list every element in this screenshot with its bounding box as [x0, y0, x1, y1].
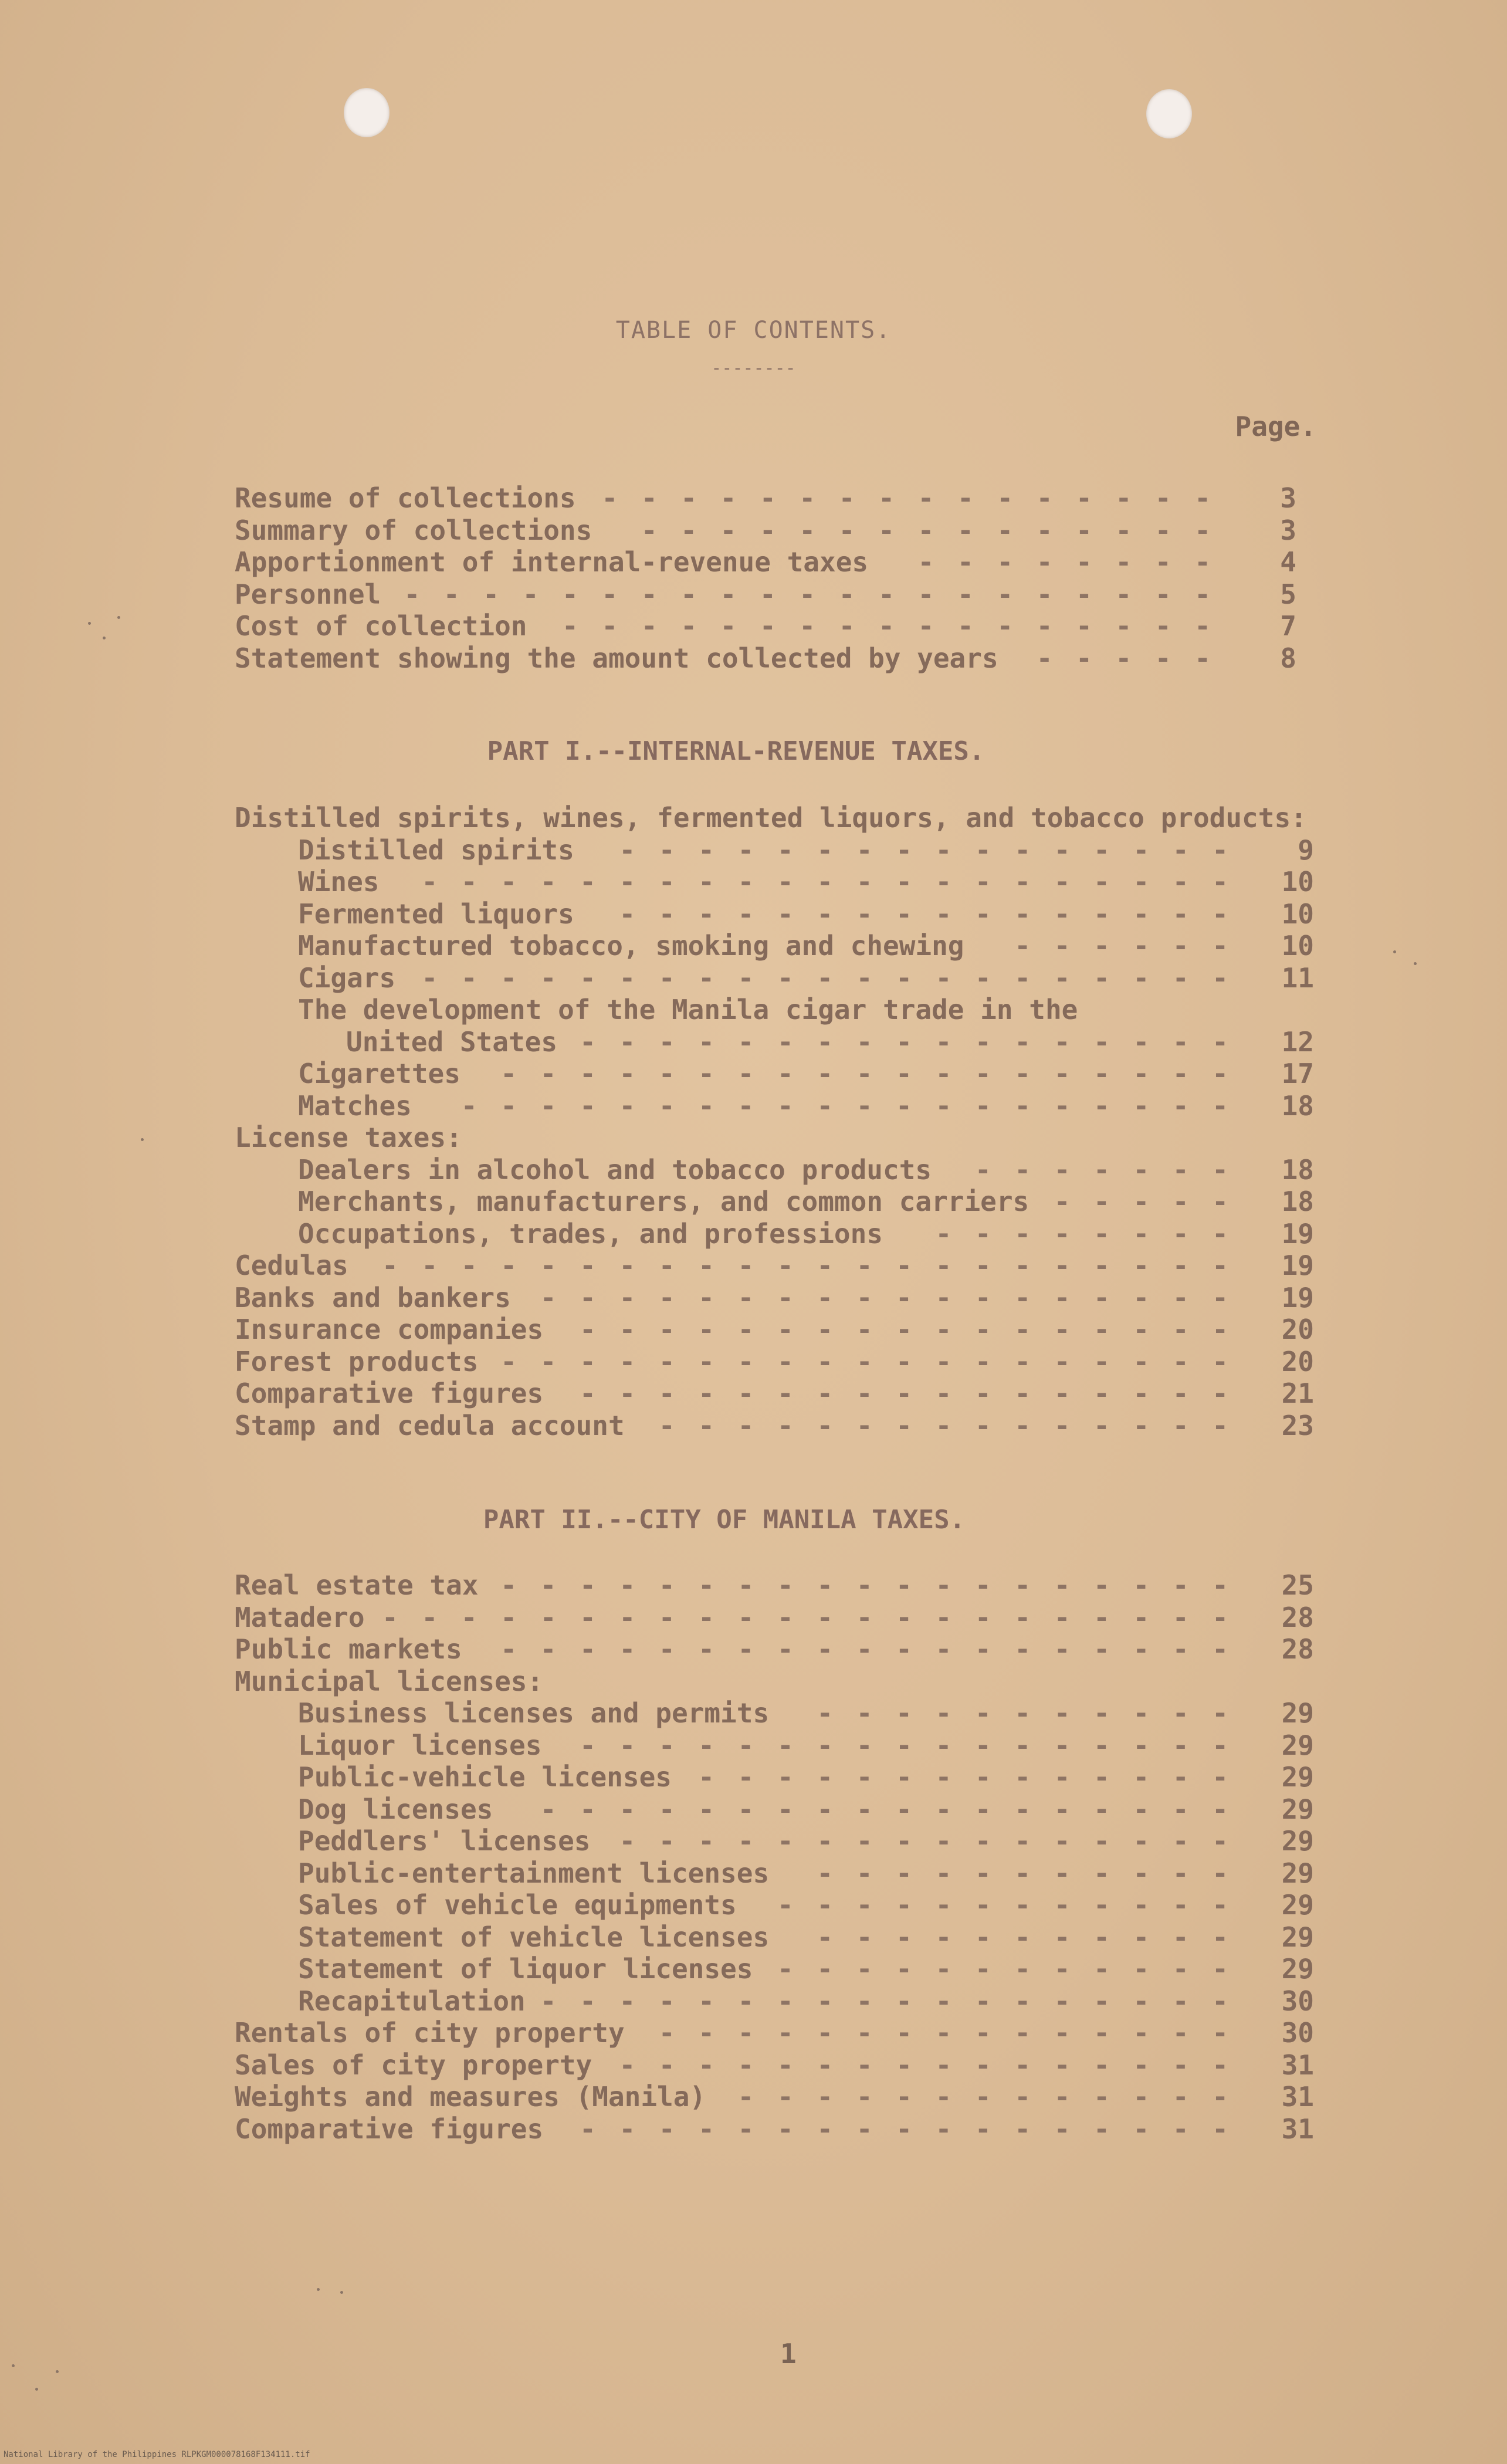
- toc-entry-page: 23: [1281, 1409, 1314, 1441]
- toc-entry: [235, 1090, 1314, 1122]
- toc-entry: [235, 546, 1296, 578]
- toc-entry: [235, 2017, 1314, 2049]
- toc-entry-label: Occupations, trades, and professions: [298, 1217, 883, 1250]
- toc-entry-label: Summary of collections: [235, 514, 592, 546]
- toc-entry: [235, 1761, 1314, 1793]
- summary-list: [235, 482, 1296, 674]
- dot-leader: - - - - - - - - - - - - - - - - -: [580, 2113, 1232, 2145]
- toc-entry: [235, 1377, 1314, 1410]
- toc-entry: [235, 1602, 1314, 1634]
- dot-leader: - - - - - - - - - - -: [817, 1697, 1232, 1729]
- toc-entry-page: 25: [1281, 1569, 1314, 1601]
- part-2-heading: PART II.--CITY OF MANILA TAXES.: [483, 1505, 966, 1535]
- toc-entry: [235, 1985, 1314, 2018]
- toc-entry-label: Distilled spirits, wines, fermented liquors, and tobacco products:: [235, 802, 1307, 834]
- paper-speck: [340, 2291, 343, 2294]
- toc-entry: [235, 1218, 1314, 1250]
- dot-leader: - - - - - - - -: [935, 1217, 1232, 1250]
- toc-entry-label: Dealers in alcohol and tobacco products: [298, 1153, 932, 1186]
- toc-entry-label: Public-entertainment licenses: [298, 1857, 770, 1889]
- toc-entry: [235, 898, 1314, 930]
- toc-entry: [235, 1122, 1314, 1154]
- toc-entry-page: 3: [1280, 514, 1296, 546]
- toc-entry-page: 30: [1281, 2017, 1314, 2049]
- toc-entry-page: 10: [1281, 866, 1314, 898]
- toc-entry-page: 31: [1281, 2113, 1314, 2145]
- toc-entry-label: Peddlers' licenses: [298, 1825, 591, 1857]
- toc-entry-label: License taxes:: [235, 1122, 462, 1153]
- dot-leader: - - - - - - - - - - - - - - -: [658, 1409, 1232, 1441]
- toc-entry: [235, 1697, 1314, 1729]
- toc-entry-page: 29: [1281, 1761, 1314, 1793]
- paper-speck: [317, 2288, 320, 2291]
- toc-entry-label: Cedulas: [235, 1250, 348, 1281]
- toc-entry-label: Comparative figures: [235, 2113, 544, 2145]
- paper-speck: [103, 637, 106, 639]
- toc-entry-page: 29: [1281, 1729, 1314, 1761]
- toc-entry-label: Recapitulation: [298, 1985, 526, 2017]
- toc-entry-label: Sales of vehicle equipments: [298, 1889, 737, 1921]
- toc-entry: [235, 1186, 1314, 1218]
- toc-entry-label: Personnel: [235, 578, 381, 610]
- toc-entry: [235, 2113, 1314, 2145]
- dot-leader: - - - - - - - - - - - - - - - -: [619, 898, 1232, 930]
- toc-entry: [235, 802, 1314, 834]
- toc-entry: [235, 1825, 1314, 1857]
- toc-entry-label: Statement of liquor licenses: [298, 1953, 753, 1985]
- dot-leader: - - - - - - - - - - - - - - - - - - - - -: [404, 578, 1214, 610]
- toc-entry-page: 8: [1280, 642, 1296, 674]
- dot-leader: - - - - - - - - - - - - - - - -: [601, 482, 1214, 514]
- toc-entry: [235, 962, 1314, 994]
- toc-entry-page: 29: [1281, 1825, 1314, 1857]
- dot-leader: - - - - - - - - - - - - - - - - - - -: [500, 1058, 1232, 1089]
- dot-leader: - - - - - - - - - - - - - - - - - - -: [500, 1569, 1232, 1601]
- toc-entry-page: 28: [1281, 1633, 1314, 1665]
- dot-leader: - - - - - - - - - - - - - - - - -: [580, 1377, 1232, 1409]
- dot-leader: - - - - - - - - - - - - - - - - - - - - - -: [382, 1601, 1232, 1633]
- toc-entry-page: 21: [1281, 1377, 1314, 1409]
- toc-entry: [235, 2049, 1314, 2081]
- toc-entry: [235, 1633, 1314, 1666]
- toc-entry: [235, 1666, 1314, 1698]
- toc-entry-label: Stamp and cedula account: [235, 1409, 625, 1441]
- toc-entry-page: 12: [1281, 1025, 1314, 1058]
- dot-leader: - - - - - - - - - - - -: [777, 1953, 1232, 1985]
- dot-leader: - - - - - - - - - - - - - - -: [658, 2017, 1232, 2049]
- toc-entry-label: Distilled spirits: [298, 834, 574, 866]
- dot-leader: - - - - - - - - - - - - - - - - - - -: [500, 1345, 1232, 1377]
- toc-entry-label: Forest products: [235, 1345, 479, 1377]
- dot-leader: - - - - - - - - - - - - - - - - - - - -: [460, 1089, 1232, 1122]
- dot-leader: - - - - - - - - - - - - - - - - - -: [540, 1793, 1232, 1825]
- toc-entry-label: Public-vehicle licenses: [298, 1761, 672, 1793]
- toc-entry-label: Matadero: [235, 1601, 365, 1633]
- toc-entry-page: 20: [1281, 1314, 1314, 1345]
- toc-entry-page: 3: [1280, 482, 1296, 514]
- toc-entry-label: Insurance companies: [235, 1314, 544, 1345]
- dot-leader: - - - - - - - - - - - - - -: [698, 1761, 1232, 1793]
- toc-entry-page: 4: [1280, 546, 1296, 578]
- toc-entry-page: 29: [1281, 1857, 1314, 1889]
- toc-entry-label: Manufactured tobacco, smoking and chewing: [298, 930, 964, 962]
- toc-entry-page: 29: [1281, 1921, 1314, 1953]
- toc-entry-label: Matches: [298, 1089, 412, 1122]
- toc-entry-label: Liquor licenses: [298, 1729, 542, 1761]
- paper-speck: [1414, 962, 1417, 965]
- toc-entry-page: 19: [1281, 1281, 1314, 1314]
- toc-entry: [235, 1889, 1314, 1921]
- dot-leader: - - - - - - - -: [917, 546, 1214, 578]
- toc-entry-page: 18: [1281, 1153, 1314, 1186]
- toc-entry-label: Cigarettes: [298, 1058, 460, 1089]
- page-column-header: Page.: [1235, 411, 1316, 442]
- toc-entry-page: 5: [1280, 578, 1296, 610]
- toc-entry-label: Statement of vehicle licenses: [298, 1921, 770, 1953]
- toc-entry-label: Dog licenses: [298, 1793, 493, 1825]
- dot-leader: - - - - - - - - - - - - - - - -: [619, 834, 1232, 866]
- punch-hole-left: [344, 88, 390, 137]
- toc-entry: [235, 1058, 1314, 1090]
- toc-entry-label: Sales of city property: [235, 2049, 592, 2081]
- dot-leader: - - - - - - - - - - - - - - - - - - -: [500, 1633, 1232, 1665]
- toc-entry-page: 19: [1281, 1250, 1314, 1281]
- document-title: TABLE OF CONTENTS.: [615, 317, 892, 344]
- toc-entry-label: Apportionment of internal-revenue taxes: [235, 546, 869, 578]
- toc-entry-page: 10: [1281, 898, 1314, 930]
- toc-entry-page: 10: [1281, 930, 1314, 962]
- toc-entry-label: Public markets: [235, 1633, 462, 1665]
- toc-entry: [235, 1026, 1314, 1058]
- toc-entry-page: 20: [1281, 1345, 1314, 1377]
- toc-entry-label: Real estate tax: [235, 1569, 479, 1601]
- toc-entry-label: Cigars: [298, 962, 396, 994]
- dot-leader: - - - - - - - - - - - - - - - - -: [580, 1025, 1232, 1058]
- toc-entry-label: Cost of collection: [235, 610, 527, 642]
- toc-entry: [235, 578, 1296, 611]
- toc-entry-label: Wines: [298, 866, 380, 898]
- toc-entry: [235, 1410, 1314, 1442]
- toc-entry-page: 30: [1281, 1985, 1314, 2017]
- toc-entry-label: Municipal licenses:: [235, 1665, 544, 1697]
- toc-entry-label: United States: [346, 1025, 558, 1058]
- title-underline: --------: [711, 358, 796, 378]
- dot-leader: - - - - - - - - - - - - - - - - - - - - - -: [382, 1250, 1232, 1281]
- dot-leader: - - - - - - - - - - - - - - - - -: [580, 1729, 1232, 1761]
- toc-entry: [235, 866, 1314, 898]
- dot-leader: - - - - - - - - - - - - - - -: [641, 514, 1214, 546]
- toc-entry-label: Fermented liquors: [298, 898, 574, 930]
- dot-leader: - - - - - - - - - - - - - - - - - -: [540, 1985, 1232, 2017]
- toc-entry: [235, 1250, 1314, 1282]
- paper-speck: [117, 616, 120, 619]
- punch-hole-right: [1146, 89, 1192, 138]
- toc-entry: [235, 1346, 1314, 1378]
- toc-entry: [235, 482, 1296, 515]
- toc-entry: [235, 1282, 1314, 1314]
- toc-entry-page: 29: [1281, 1889, 1314, 1921]
- toc-entry: [235, 994, 1314, 1026]
- dot-leader: - - - - - - - - - - - - -: [737, 2081, 1232, 2113]
- paper-speck: [141, 1138, 144, 1141]
- toc-entry: [235, 515, 1296, 547]
- toc-entry: [235, 642, 1296, 675]
- dot-leader: - - - - - - - - - - - - - - - -: [619, 1825, 1232, 1857]
- dot-leader: - - - - - -: [1014, 930, 1232, 962]
- dot-leader: - - - - - - - - - - - - - - - - - -: [540, 1281, 1232, 1314]
- toc-entry-label: Rentals of city property: [235, 2017, 625, 2049]
- dot-leader: - - - - - - - - - - - - - - - - -: [562, 610, 1214, 642]
- toc-entry-page: 31: [1281, 2049, 1314, 2081]
- toc-entry-page: 11: [1281, 962, 1314, 994]
- dot-leader: - - - - -: [1054, 1186, 1232, 1217]
- paper-speck: [12, 2364, 15, 2367]
- toc-entry: [235, 1154, 1314, 1186]
- toc-entry-page: 18: [1281, 1089, 1314, 1122]
- toc-entry: [235, 1953, 1314, 1985]
- toc-entry: [235, 1921, 1314, 1954]
- toc-entry-page: 9: [1298, 834, 1314, 866]
- toc-entry-label: Weights and measures (Manila): [235, 2081, 706, 2113]
- toc-entry-label: The development of the Manila cigar trade in the: [298, 994, 1078, 1025]
- archive-footer: National Library of the Philippines RLPKGM000078168F134111.tif: [4, 2450, 310, 2459]
- toc-entry-page: 29: [1281, 1793, 1314, 1825]
- toc-entry-label: Comparative figures: [235, 1377, 544, 1409]
- toc-entry-label: Merchants, manufacturers, and common carriers: [298, 1186, 1029, 1217]
- part-1-heading: PART I.--INTERNAL-REVENUE TAXES.: [487, 736, 985, 766]
- toc-entry: [235, 834, 1314, 867]
- toc-entry-page: 31: [1281, 2081, 1314, 2113]
- toc-entry: [235, 1729, 1314, 1762]
- dot-leader: - - - - - - - - - - - -: [777, 1889, 1232, 1921]
- toc-entry: [235, 1314, 1314, 1346]
- toc-entry: [235, 610, 1296, 642]
- dot-leader: - - - - - - - - - - - - - - - - - - - - -: [421, 962, 1232, 994]
- paper-speck: [56, 2370, 59, 2373]
- toc-entry-page: 17: [1281, 1058, 1314, 1089]
- paper-speck: [1393, 950, 1396, 953]
- page-number: 1: [780, 2338, 797, 2370]
- dot-leader: - - - - - - - - - - - - - - - - - - - - -: [421, 866, 1232, 898]
- part-2-list: [235, 1569, 1314, 2145]
- toc-entry-page: 7: [1280, 610, 1296, 642]
- toc-entry-page: 29: [1281, 1697, 1314, 1729]
- dot-leader: - - - - -: [1036, 642, 1214, 674]
- toc-entry: [235, 2081, 1314, 2113]
- toc-entry-page: 19: [1281, 1217, 1314, 1250]
- paper-speck: [35, 2388, 38, 2391]
- toc-entry: [235, 930, 1314, 962]
- dot-leader: - - - - - - - - - - - - - - - - -: [580, 1314, 1232, 1345]
- dot-leader: - - - - - - - - - - - - - - - -: [619, 2049, 1232, 2081]
- toc-entry-page: 18: [1281, 1186, 1314, 1217]
- toc-entry-page: 28: [1281, 1601, 1314, 1633]
- dot-leader: - - - - - - - - - - -: [817, 1921, 1232, 1953]
- toc-entry-label: Banks and bankers: [235, 1281, 511, 1314]
- part-1-list: [235, 802, 1314, 1441]
- toc-entry: [235, 1857, 1314, 1890]
- toc-entry-label: Statement showing the amount collected by years: [235, 642, 998, 674]
- toc-entry: [235, 1793, 1314, 1826]
- toc-entry-page: 29: [1281, 1953, 1314, 1985]
- toc-entry-label: Business licenses and permits: [298, 1697, 770, 1729]
- toc-entry: [235, 1569, 1314, 1602]
- paper-speck: [88, 622, 91, 625]
- toc-entry-label: Resume of collections: [235, 482, 576, 514]
- dot-leader: - - - - - - -: [974, 1153, 1232, 1186]
- dot-leader: - - - - - - - - - - -: [817, 1857, 1232, 1889]
